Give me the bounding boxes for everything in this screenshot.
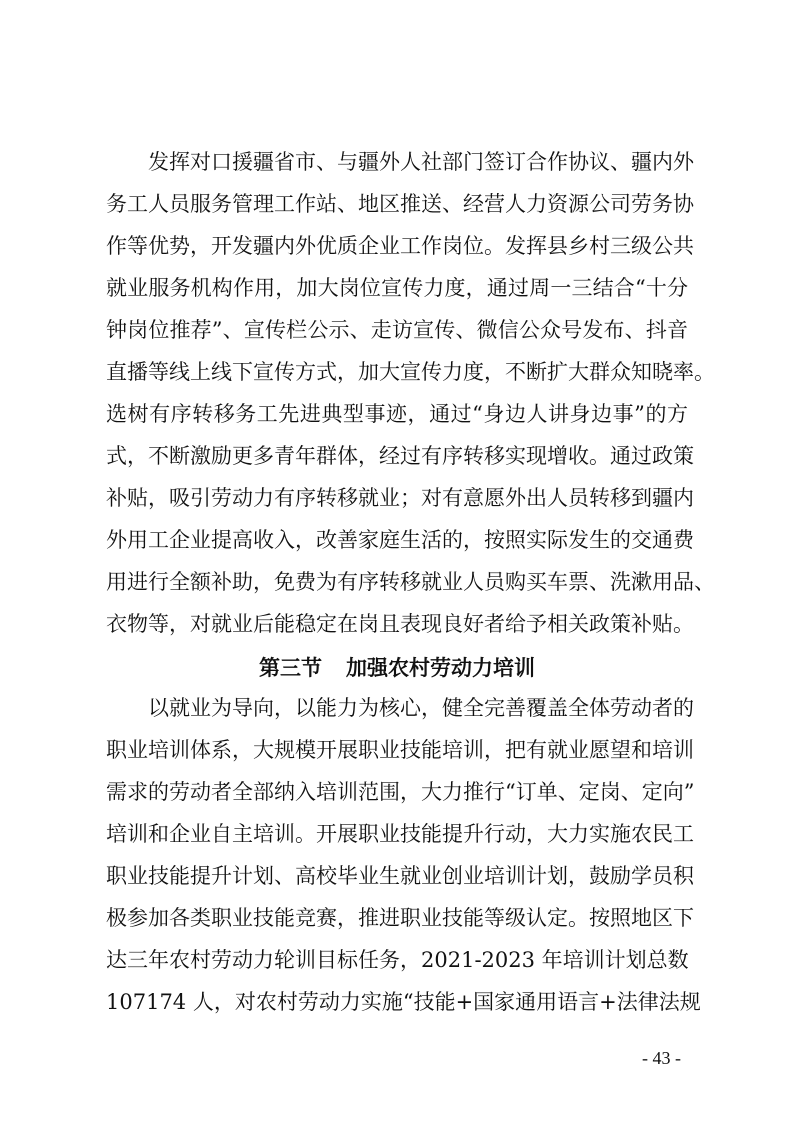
text-line: 107174 人，对农村劳动力实施“技能+国家通用语言+法律法规: [106, 990, 701, 1014]
section-title: 加强农村劳动力培训: [346, 656, 535, 680]
text-line: 职业技能提升计划、高校毕业生就业创业培训计划，鼓励学员积: [106, 864, 694, 888]
text-line: 达三年农村劳动力轮训目标任务，2021-2023 年培训计划总数: [106, 948, 689, 972]
text-line: 务工人员服务管理工作站、地区推送、经营人力资源公司劳务协: [106, 192, 694, 216]
text-line: 选树有序转移务工先进典型事迹，通过“身边人讲身边事”的方: [106, 402, 688, 426]
text-line: 发挥对口援疆省市、与疆外人社部门签订合作协议、疆内外: [148, 150, 694, 174]
text-line: 外用工企业提高收入，改善家庭生活的，按照实际发生的交通费: [106, 528, 694, 552]
text-line: 衣物等，对就业后能稳定在岗且表现良好者给予相关政策补贴。: [106, 612, 694, 636]
text-line: 培训和企业自主培训。开展职业技能提升行动，大力实施农民工: [106, 822, 694, 846]
text-line: 直播等线上线下宣传方式，加大宣传力度，不断扩大群众知晓率。: [106, 360, 715, 384]
text-line: 钟岗位推荐”、宣传栏公示、走访宣传、微信公众号发布、抖音: [106, 318, 688, 342]
text-line: 用进行全额补助，免费为有序转移就业人员购买车票、洗漱用品、: [106, 570, 715, 594]
text-line: 补贴，吸引劳动力有序转移就业；对有意愿外出人员转移到疆内: [106, 486, 694, 510]
text-line: 职业培训体系，大规模开展职业技能培训，把有就业愿望和培训: [106, 738, 694, 762]
text-line: 需求的劳动者全部纳入培训范围，大力推行“订单、定岗、定向”: [106, 780, 695, 804]
page-number: - 43 -: [642, 1048, 681, 1068]
text-line: 式，不断激励更多青年群体，经过有序转移实现增收。通过政策: [106, 444, 694, 468]
section-number: 第三节: [259, 656, 322, 680]
section-heading: [106, 648, 688, 688]
text-line: 以就业为导向，以能力为核心，健全完善覆盖全体劳动者的: [148, 696, 694, 720]
text-line: 极参加各类职业技能竞赛，推进职业技能等级认定。按照地区下: [106, 906, 694, 930]
text-line: 作等优势，开发疆内外优质企业工作岗位。发挥县乡村三级公共: [106, 234, 694, 258]
text-line: 就业服务机构作用，加大岗位宣传力度，通过周一三结合“十分: [106, 276, 688, 300]
